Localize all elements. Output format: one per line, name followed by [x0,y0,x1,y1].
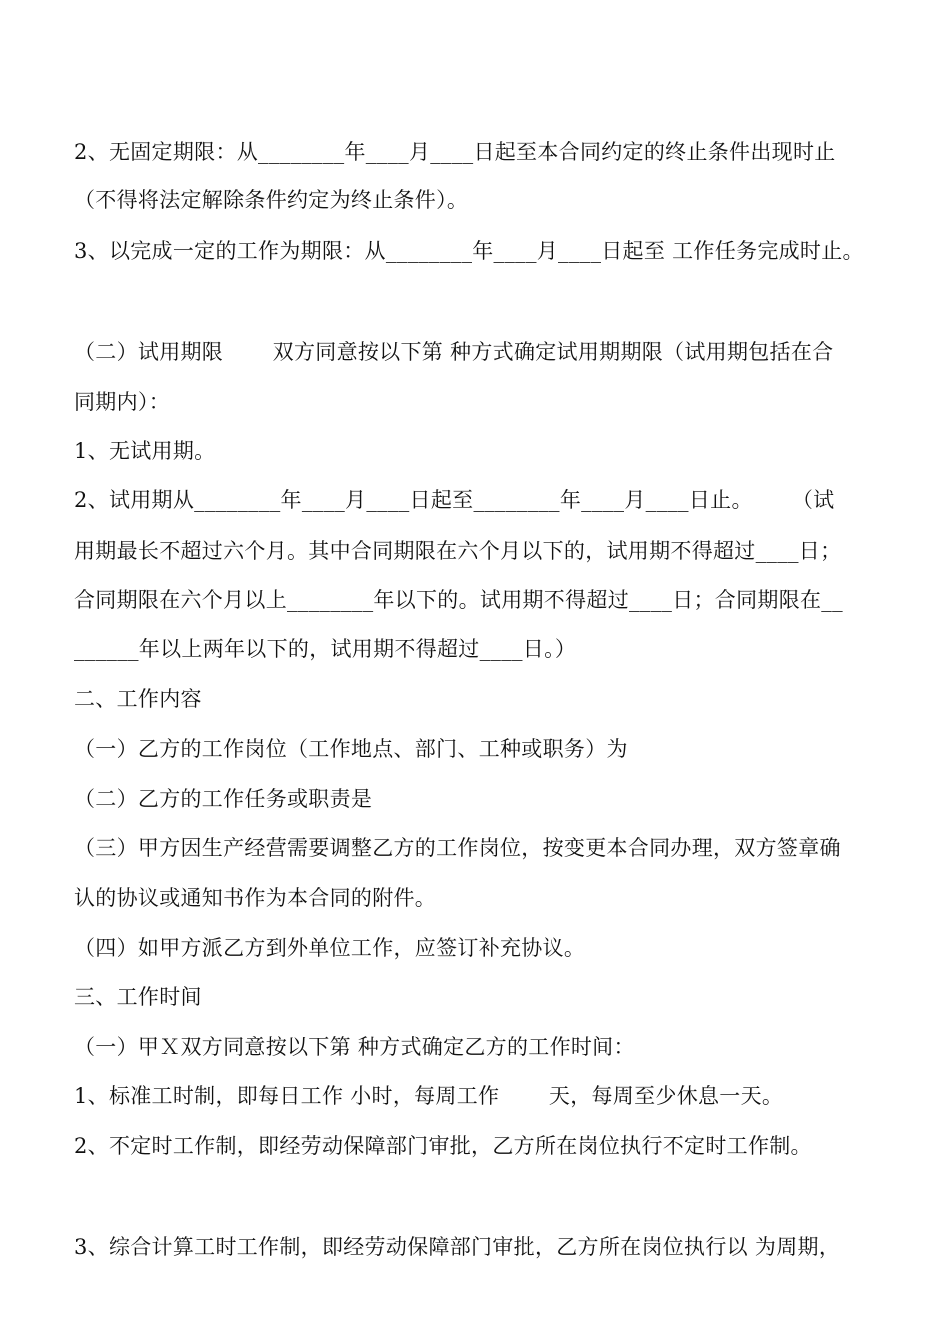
work-content-duties: （二）乙方的工作任务或职责是 [74,787,373,811]
work-hours-standard: 1、标准工时制，即每日工作 小时，每周工作 天，每周至少休息一天。 [74,1084,784,1108]
probation-note-line-3: ______年以上两年以下的，试用期不得超过____日。） [74,637,577,661]
work-content-adjustment: （三）甲方因生产经营需要调整乙方的工作岗位，按变更本合同办理，双方签章确 [74,836,841,860]
clause-fixed-term-open-note: （不得将法定解除条件约定为终止条件）。 [74,188,469,212]
probation-heading-continued: 同期内）： [74,390,170,414]
section-work-hours-heading: 三、工作时间 [74,985,202,1009]
work-hours-flexible: 2、不定时工作制，即经劳动保障部门审批，乙方所在岗位执行不定时工作制。 [74,1134,812,1158]
work-hours-comprehensive: 3、综合计算工时工作制，即经劳动保障部门审批，乙方所在岗位执行以 为周期， [74,1235,841,1259]
probation-note-line-2: 合同期限在六个月以上________年以下的。试用期不得超过____日；合同期限在__ [74,588,843,612]
work-content-external-assignment: （四）如甲方派乙方到外单位工作，应签订补充协议。 [74,936,586,960]
section-work-content-heading: 二、工作内容 [74,687,202,711]
probation-note-line-1: 用期最长不超过六个月。其中合同期限在六个月以下的，试用期不得超过____日； [74,539,842,563]
clause-fixed-term-open: 2、无固定期限：从________年____月____日起至本合同约定的终止条件出现时止 [74,140,836,164]
work-content-position: （一）乙方的工作岗位（工作地点、部门、工种或职务）为 [74,737,628,761]
probation-option-none: 1、无试用期。 [74,439,216,463]
clause-task-based-term: 3、以完成一定的工作为期限：从________年____月____日起至 工作任务完成时止。 [74,239,864,263]
work-hours-method: （一）甲Ｘ双方同意按以下第 种方式确定乙方的工作时间： [74,1035,635,1059]
probation-option-period: 2、试用期从________年____月____日起至________年____月____日止。 （试 [74,488,835,512]
work-content-adjustment-continued: 认的协议或通知书作为本合同的附件。 [74,886,437,910]
section-probation-heading: （二）试用期限 双方同意按以下第 种方式确定试用期期限（试用期包括在合 [74,340,834,364]
